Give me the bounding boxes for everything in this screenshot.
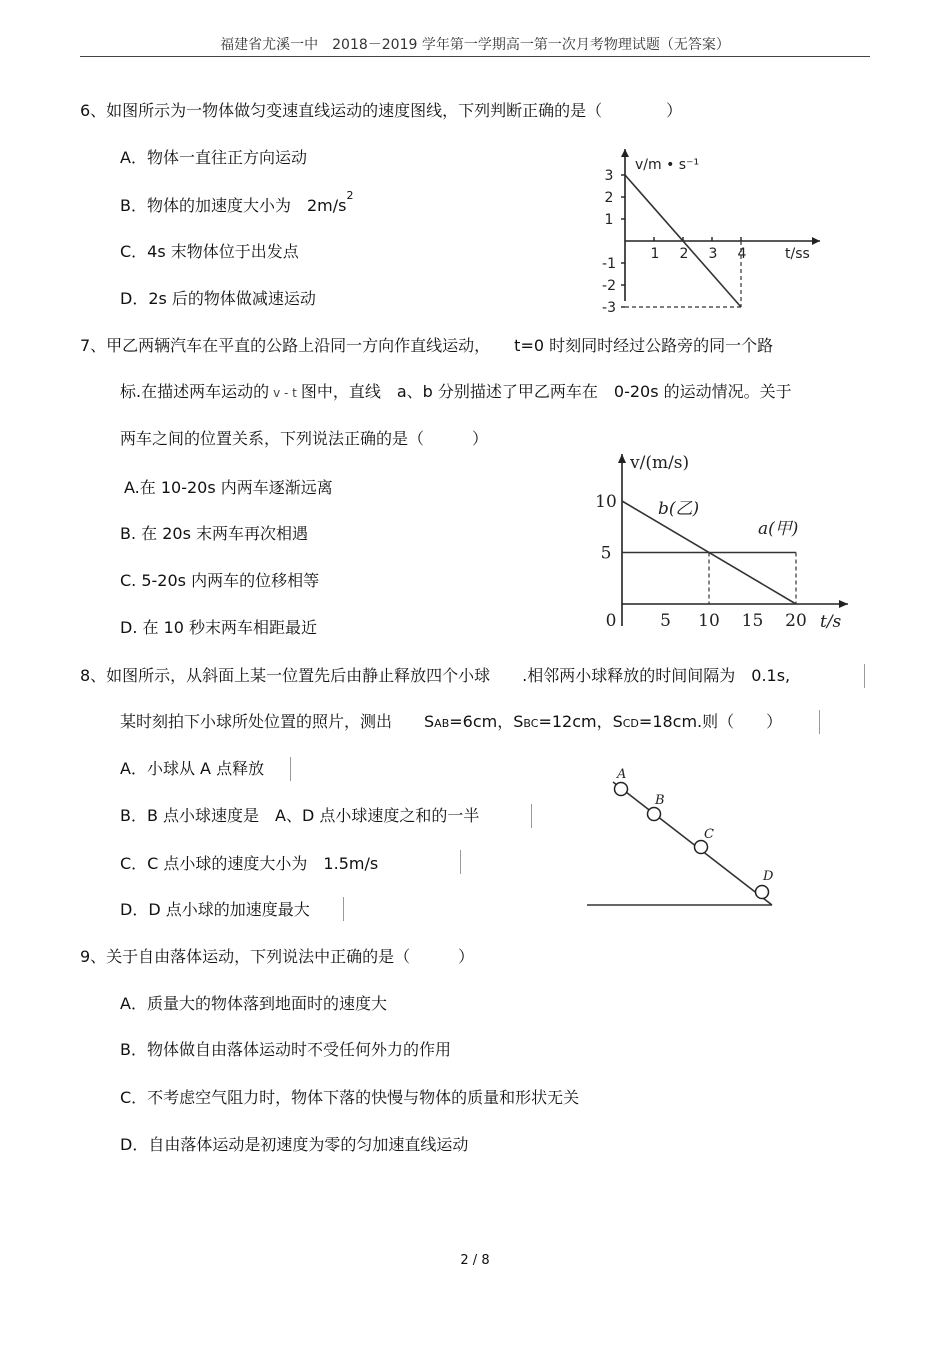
fig2-ylabel: v/(m/s) <box>630 453 690 473</box>
label-d: D <box>763 869 774 884</box>
label-a: A <box>617 767 627 782</box>
ball-b <box>648 808 661 821</box>
q6-option-b-sup: 2 <box>346 189 354 202</box>
fig2-xtick-label: 20 <box>785 611 807 631</box>
q6-option-a: A．物体一直往正方向运动 <box>120 148 307 167</box>
q8-a-bar <box>290 757 291 781</box>
ball-c <box>695 841 708 854</box>
q9-stem: 9、关于自由落体运动，下列说法中正确的是（ ） <box>80 947 475 966</box>
fig1-xtick-label: 3 <box>708 246 718 262</box>
q8-eq-cd: =18cm.则（ ） <box>638 712 783 731</box>
fig1-y-arrow <box>621 149 629 157</box>
fig1-x-arrow <box>812 237 820 245</box>
q8-sub-cd: CD <box>622 717 639 730</box>
fig1-ytick-label: -3 <box>602 300 616 316</box>
velocity-graph-q7 <box>590 448 860 638</box>
q7-option-d: D. 在 10 秒末两车相距最近 <box>120 618 318 637</box>
incline-diagram <box>585 765 785 915</box>
q8-option-d: D．D 点小球的加速度最大 <box>120 900 310 919</box>
header-divider <box>80 56 870 57</box>
fig2-xtick-label: 15 <box>741 611 764 631</box>
q8-option-c: C．C 点小球的速度大小为 1.5m/s <box>120 854 379 873</box>
q7-line2-b: 图中，直线 a、b 分别描述了甲乙两车在 0-20s 的运动情况。关于 <box>300 382 792 401</box>
q7-line3: 两车之间的位置关系，下列说法正确的是（ ） <box>120 429 489 448</box>
fig1-ytick-label: 1 <box>604 212 614 228</box>
q8-option-a: A．小球从 A 点释放 <box>120 759 265 778</box>
q7-line2 <box>120 382 792 403</box>
q8-line1: 8、如图所示，从斜面上某一位置先后由静止释放四个小球 .相邻两小球释放的时间间隔为 0.1s, <box>80 666 791 685</box>
q8-sub-bc: BC <box>523 717 539 730</box>
ball-a <box>615 783 628 796</box>
q7-line2-a: 标.在描述两车运动的 <box>120 382 270 401</box>
q7-option-a: A.在 10-20s 内两车逐渐远离 <box>124 478 333 497</box>
fig1-ytick-label: -1 <box>602 256 616 272</box>
fig1-ytick-label: 3 <box>604 168 614 184</box>
fig1-xtick-label: 2 <box>679 246 689 262</box>
q8-option-b: B．B 点小球速度是 A、D 点小球速度之和的一半 <box>120 806 480 825</box>
q8-eq-ab: =6cm，S <box>449 712 524 731</box>
q7-line1: 7、甲乙两辆汽车在平直的公路上沿同一方向作直线运动， t=0 时刻同时经过公路旁的同一个路 <box>80 336 774 355</box>
fig1-ylabel: v/m • s⁻¹ <box>635 157 700 173</box>
fig2-xlabel: t/s <box>820 612 842 632</box>
q9-option-d: D．自由落体运动是初速度为零的匀加速直线运动 <box>120 1135 469 1154</box>
fig2-xtick-label: 5 <box>660 611 671 631</box>
q6-option-b-text: B．物体的加速度大小为 2m/s <box>120 196 347 215</box>
q7-option-c: C. 5-20s 内两车的位移相等 <box>120 571 320 590</box>
incline-slope <box>613 782 772 905</box>
fig2-xtick-label: 10 <box>698 611 720 631</box>
q6-option-c: C．4s 末物体位于出发点 <box>120 242 299 261</box>
fig1-xtick-label: 1 <box>650 246 660 262</box>
q8-b-bar <box>531 804 532 828</box>
fig1-ytick-label: -2 <box>602 278 616 294</box>
q8-sub-ab: AB <box>434 717 450 730</box>
q9-option-b: B．物体做自由落体运动时不受任何外力的作用 <box>120 1040 451 1059</box>
fig1-xtick-label: 4 <box>737 246 747 262</box>
ball-d <box>756 886 769 899</box>
label-b: B <box>655 793 665 808</box>
q8-line2 <box>120 712 782 734</box>
page-number: 2 / 8 <box>460 1253 490 1268</box>
fig2-ytick-label: 10 <box>595 492 617 512</box>
q6-option-d: D．2s 后的物体做减速运动 <box>120 289 316 308</box>
page-header: 福建省尤溪一中 2018－2019 学年第一学期高一第一次月考物理试题（无答案） <box>220 37 730 53</box>
q8-line1-bar <box>864 664 865 688</box>
fig1-xlabel: t/ss <box>785 246 810 262</box>
q9-option-c: C．不考虑空气阻力时，物体下落的快慢与物体的质量和形状无关 <box>120 1088 580 1107</box>
velocity-graph-q6 <box>595 145 835 316</box>
fig1-ytick-label: 2 <box>604 190 614 206</box>
fig2-ytick-label: 5 <box>600 543 612 564</box>
q8-line2-bar <box>819 710 820 734</box>
q8-eq-bc: =12cm，S <box>538 712 623 731</box>
q8-c-bar <box>460 850 461 874</box>
q7-vt-label: v - t <box>273 386 297 400</box>
q7-option-b: B. 在 20s 末两车再次相遇 <box>120 524 309 543</box>
q8-d-bar <box>343 897 344 921</box>
q9-option-a: A．质量大的物体落到地面时的速度大 <box>120 994 387 1013</box>
q6-option-b <box>120 189 354 218</box>
label-c: C <box>704 827 714 842</box>
q8-line2-pre: 某时刻拍下小球所处位置的照片，测出 S <box>120 712 435 731</box>
fig2-label-b: b(乙) <box>658 499 700 519</box>
fig2-x-arrow <box>839 600 848 608</box>
fig2-label-a: a(甲) <box>758 519 799 539</box>
q6-stem: 6、如图所示为一物体做匀变速直线运动的速度图线，下列判断正确的是（ ） <box>80 101 683 120</box>
fig2-xtick-label: 0 <box>605 611 617 631</box>
fig2-y-arrow <box>618 454 626 463</box>
